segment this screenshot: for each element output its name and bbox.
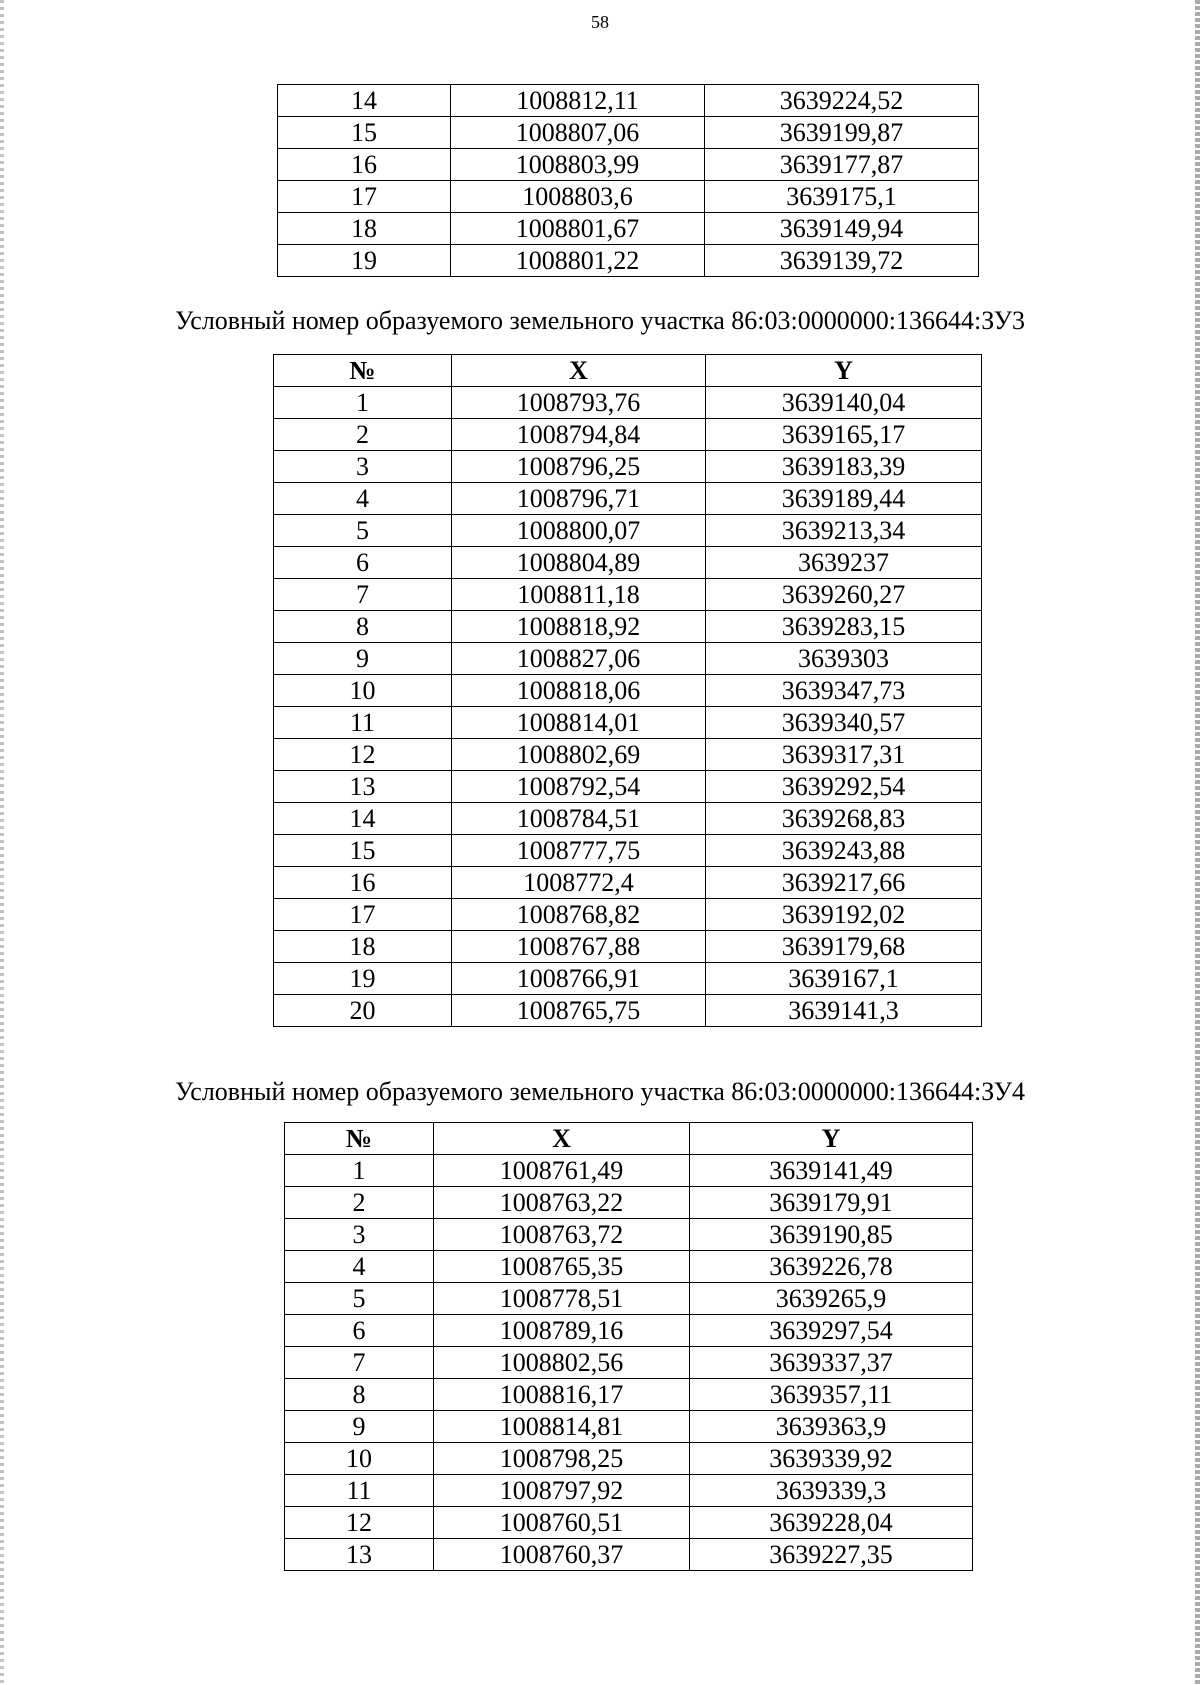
point-number-cell: 8 <box>274 611 452 643</box>
y-coordinate-cell: 3639213,34 <box>706 515 982 547</box>
y-coordinate-cell: 3639339,92 <box>690 1443 973 1475</box>
header-x: X <box>434 1123 690 1155</box>
header-x: X <box>452 355 706 387</box>
y-coordinate-cell: 3639141,49 <box>690 1155 973 1187</box>
point-number-cell: 10 <box>274 675 452 707</box>
x-coordinate-cell: 1008766,91 <box>452 963 706 995</box>
x-coordinate-cell: 1008798,25 <box>434 1443 690 1475</box>
x-coordinate-cell: 1008793,76 <box>452 387 706 419</box>
scan-edge-right <box>1195 0 1200 1685</box>
table-header-row <box>274 355 982 387</box>
point-number-cell: 14 <box>274 803 452 835</box>
table-row <box>278 181 979 213</box>
x-coordinate-cell: 1008796,71 <box>452 483 706 515</box>
y-coordinate-cell: 3639140,04 <box>706 387 982 419</box>
y-coordinate-cell: 3639183,39 <box>706 451 982 483</box>
coordinates-table-zu3 <box>273 354 982 1027</box>
x-coordinate-cell: 1008765,35 <box>434 1251 690 1283</box>
table-row <box>285 1155 973 1187</box>
table-row <box>285 1411 973 1443</box>
y-coordinate-cell: 3639175,1 <box>705 181 979 213</box>
point-number-cell: 14 <box>278 85 451 117</box>
y-coordinate-cell: 3639297,54 <box>690 1315 973 1347</box>
y-coordinate-cell: 3639228,04 <box>690 1507 973 1539</box>
x-coordinate-cell: 1008811,18 <box>452 579 706 611</box>
y-coordinate-cell: 3639179,91 <box>690 1187 973 1219</box>
y-coordinate-cell: 3639265,9 <box>690 1283 973 1315</box>
table-row <box>274 867 982 899</box>
table-row <box>274 419 982 451</box>
x-coordinate-cell: 1008802,69 <box>452 739 706 771</box>
y-coordinate-cell: 3639340,57 <box>706 707 982 739</box>
y-coordinate-cell: 3639283,15 <box>706 611 982 643</box>
table-row <box>285 1251 973 1283</box>
point-number-cell: 4 <box>274 483 452 515</box>
y-coordinate-cell: 3639260,27 <box>706 579 982 611</box>
point-number-cell: 19 <box>278 245 451 277</box>
x-coordinate-cell: 1008760,37 <box>434 1539 690 1571</box>
table-row <box>285 1347 973 1379</box>
x-coordinate-cell: 1008778,51 <box>434 1283 690 1315</box>
x-coordinate-cell: 1008763,72 <box>434 1219 690 1251</box>
point-number-cell: 18 <box>278 213 451 245</box>
coordinates-table-continued <box>277 84 979 277</box>
table-row <box>285 1187 973 1219</box>
x-coordinate-cell: 1008767,88 <box>452 931 706 963</box>
table-row <box>274 643 982 675</box>
y-coordinate-cell: 3639357,11 <box>690 1379 973 1411</box>
y-coordinate-cell: 3639292,54 <box>706 771 982 803</box>
y-coordinate-cell: 3639347,73 <box>706 675 982 707</box>
table-row <box>274 451 982 483</box>
point-number-cell: 3 <box>274 451 452 483</box>
x-coordinate-cell: 1008794,84 <box>452 419 706 451</box>
point-number-cell: 9 <box>274 643 452 675</box>
point-number-cell: 12 <box>285 1507 434 1539</box>
table-row <box>274 547 982 579</box>
x-coordinate-cell: 1008801,67 <box>451 213 705 245</box>
x-coordinate-cell: 1008784,51 <box>452 803 706 835</box>
section-caption-zu3: Условный номер образуемого земельного участка 86:03:0000000:136644:ЗУ3 <box>175 306 1025 335</box>
table-row <box>278 117 979 149</box>
table-row <box>285 1219 973 1251</box>
y-coordinate-cell: 3639224,52 <box>705 85 979 117</box>
x-coordinate-cell: 1008800,07 <box>452 515 706 547</box>
table-row <box>285 1475 973 1507</box>
x-coordinate-cell: 1008772,4 <box>452 867 706 899</box>
point-number-cell: 16 <box>274 867 452 899</box>
point-number-cell: 9 <box>285 1411 434 1443</box>
y-coordinate-cell: 3639243,88 <box>706 835 982 867</box>
table-row <box>285 1507 973 1539</box>
x-coordinate-cell: 1008789,16 <box>434 1315 690 1347</box>
table-row <box>278 213 979 245</box>
point-number-cell: 17 <box>274 899 452 931</box>
table-row <box>274 387 982 419</box>
header-y: Y <box>690 1123 973 1155</box>
x-coordinate-cell: 1008768,82 <box>452 899 706 931</box>
table-row <box>274 675 982 707</box>
x-coordinate-cell: 1008803,99 <box>451 149 705 181</box>
point-number-cell: 17 <box>278 181 451 213</box>
y-coordinate-cell: 3639167,1 <box>706 963 982 995</box>
point-number-cell: 7 <box>274 579 452 611</box>
header-y: Y <box>706 355 982 387</box>
point-number-cell: 15 <box>278 117 451 149</box>
y-coordinate-cell: 3639177,87 <box>705 149 979 181</box>
table-row <box>278 85 979 117</box>
point-number-cell: 10 <box>285 1443 434 1475</box>
x-coordinate-cell: 1008807,06 <box>451 117 705 149</box>
x-coordinate-cell: 1008796,25 <box>452 451 706 483</box>
y-coordinate-cell: 3639165,17 <box>706 419 982 451</box>
table-row <box>274 803 982 835</box>
header-number: № <box>274 355 452 387</box>
point-number-cell: 1 <box>285 1155 434 1187</box>
x-coordinate-cell: 1008777,75 <box>452 835 706 867</box>
y-coordinate-cell: 3639337,37 <box>690 1347 973 1379</box>
y-coordinate-cell: 3639192,02 <box>706 899 982 931</box>
point-number-cell: 16 <box>278 149 451 181</box>
table-row <box>285 1379 973 1411</box>
y-coordinate-cell: 3639227,35 <box>690 1539 973 1571</box>
x-coordinate-cell: 1008797,92 <box>434 1475 690 1507</box>
table-row <box>274 739 982 771</box>
y-coordinate-cell: 3639179,68 <box>706 931 982 963</box>
y-coordinate-cell: 3639199,87 <box>705 117 979 149</box>
x-coordinate-cell: 1008814,81 <box>434 1411 690 1443</box>
table-row <box>274 835 982 867</box>
x-coordinate-cell: 1008765,75 <box>452 995 706 1027</box>
y-coordinate-cell: 3639149,94 <box>705 213 979 245</box>
point-number-cell: 7 <box>285 1347 434 1379</box>
y-coordinate-cell: 3639141,3 <box>706 995 982 1027</box>
table-row <box>274 579 982 611</box>
table-row <box>274 515 982 547</box>
x-coordinate-cell: 1008760,51 <box>434 1507 690 1539</box>
y-coordinate-cell: 3639317,31 <box>706 739 982 771</box>
table-row <box>274 899 982 931</box>
y-coordinate-cell: 3639339,3 <box>690 1475 973 1507</box>
point-number-cell: 11 <box>285 1475 434 1507</box>
y-coordinate-cell: 3639268,83 <box>706 803 982 835</box>
table-row <box>274 995 982 1027</box>
point-number-cell: 19 <box>274 963 452 995</box>
table-row <box>285 1539 973 1571</box>
x-coordinate-cell: 1008763,22 <box>434 1187 690 1219</box>
table-row <box>285 1443 973 1475</box>
y-coordinate-cell: 3639139,72 <box>705 245 979 277</box>
point-number-cell: 6 <box>285 1315 434 1347</box>
header-number: № <box>285 1123 434 1155</box>
x-coordinate-cell: 1008816,17 <box>434 1379 690 1411</box>
table-row <box>274 611 982 643</box>
x-coordinate-cell: 1008818,06 <box>452 675 706 707</box>
x-coordinate-cell: 1008814,01 <box>452 707 706 739</box>
coordinates-table-zu4 <box>284 1122 973 1571</box>
y-coordinate-cell: 3639189,44 <box>706 483 982 515</box>
point-number-cell: 4 <box>285 1251 434 1283</box>
x-coordinate-cell: 1008804,89 <box>452 547 706 579</box>
point-number-cell: 18 <box>274 931 452 963</box>
point-number-cell: 12 <box>274 739 452 771</box>
point-number-cell: 5 <box>285 1283 434 1315</box>
point-number-cell: 5 <box>274 515 452 547</box>
table-row <box>285 1283 973 1315</box>
point-number-cell: 3 <box>285 1219 434 1251</box>
x-coordinate-cell: 1008761,49 <box>434 1155 690 1187</box>
section-caption-zu4: Условный номер образуемого земельного участка 86:03:0000000:136644:ЗУ4 <box>175 1077 1025 1106</box>
x-coordinate-cell: 1008803,6 <box>451 181 705 213</box>
y-coordinate-cell: 3639226,78 <box>690 1251 973 1283</box>
x-coordinate-cell: 1008792,54 <box>452 771 706 803</box>
page-number: 58 <box>591 12 609 32</box>
point-number-cell: 13 <box>274 771 452 803</box>
y-coordinate-cell: 3639237 <box>706 547 982 579</box>
point-number-cell: 15 <box>274 835 452 867</box>
point-number-cell: 1 <box>274 387 452 419</box>
point-number-cell: 13 <box>285 1539 434 1571</box>
x-coordinate-cell: 1008801,22 <box>451 245 705 277</box>
table-row <box>274 707 982 739</box>
point-number-cell: 2 <box>285 1187 434 1219</box>
x-coordinate-cell: 1008827,06 <box>452 643 706 675</box>
table-header-row <box>285 1123 973 1155</box>
table-row <box>274 963 982 995</box>
y-coordinate-cell: 3639363,9 <box>690 1411 973 1443</box>
point-number-cell: 11 <box>274 707 452 739</box>
table-row <box>285 1315 973 1347</box>
x-coordinate-cell: 1008802,56 <box>434 1347 690 1379</box>
y-coordinate-cell: 3639190,85 <box>690 1219 973 1251</box>
point-number-cell: 20 <box>274 995 452 1027</box>
table-row <box>278 245 979 277</box>
y-coordinate-cell: 3639303 <box>706 643 982 675</box>
point-number-cell: 6 <box>274 547 452 579</box>
scan-edge-left <box>0 0 4 1685</box>
table-row <box>274 483 982 515</box>
table-row <box>274 771 982 803</box>
x-coordinate-cell: 1008812,11 <box>451 85 705 117</box>
point-number-cell: 8 <box>285 1379 434 1411</box>
table-row <box>278 149 979 181</box>
y-coordinate-cell: 3639217,66 <box>706 867 982 899</box>
table-row <box>274 931 982 963</box>
x-coordinate-cell: 1008818,92 <box>452 611 706 643</box>
point-number-cell: 2 <box>274 419 452 451</box>
